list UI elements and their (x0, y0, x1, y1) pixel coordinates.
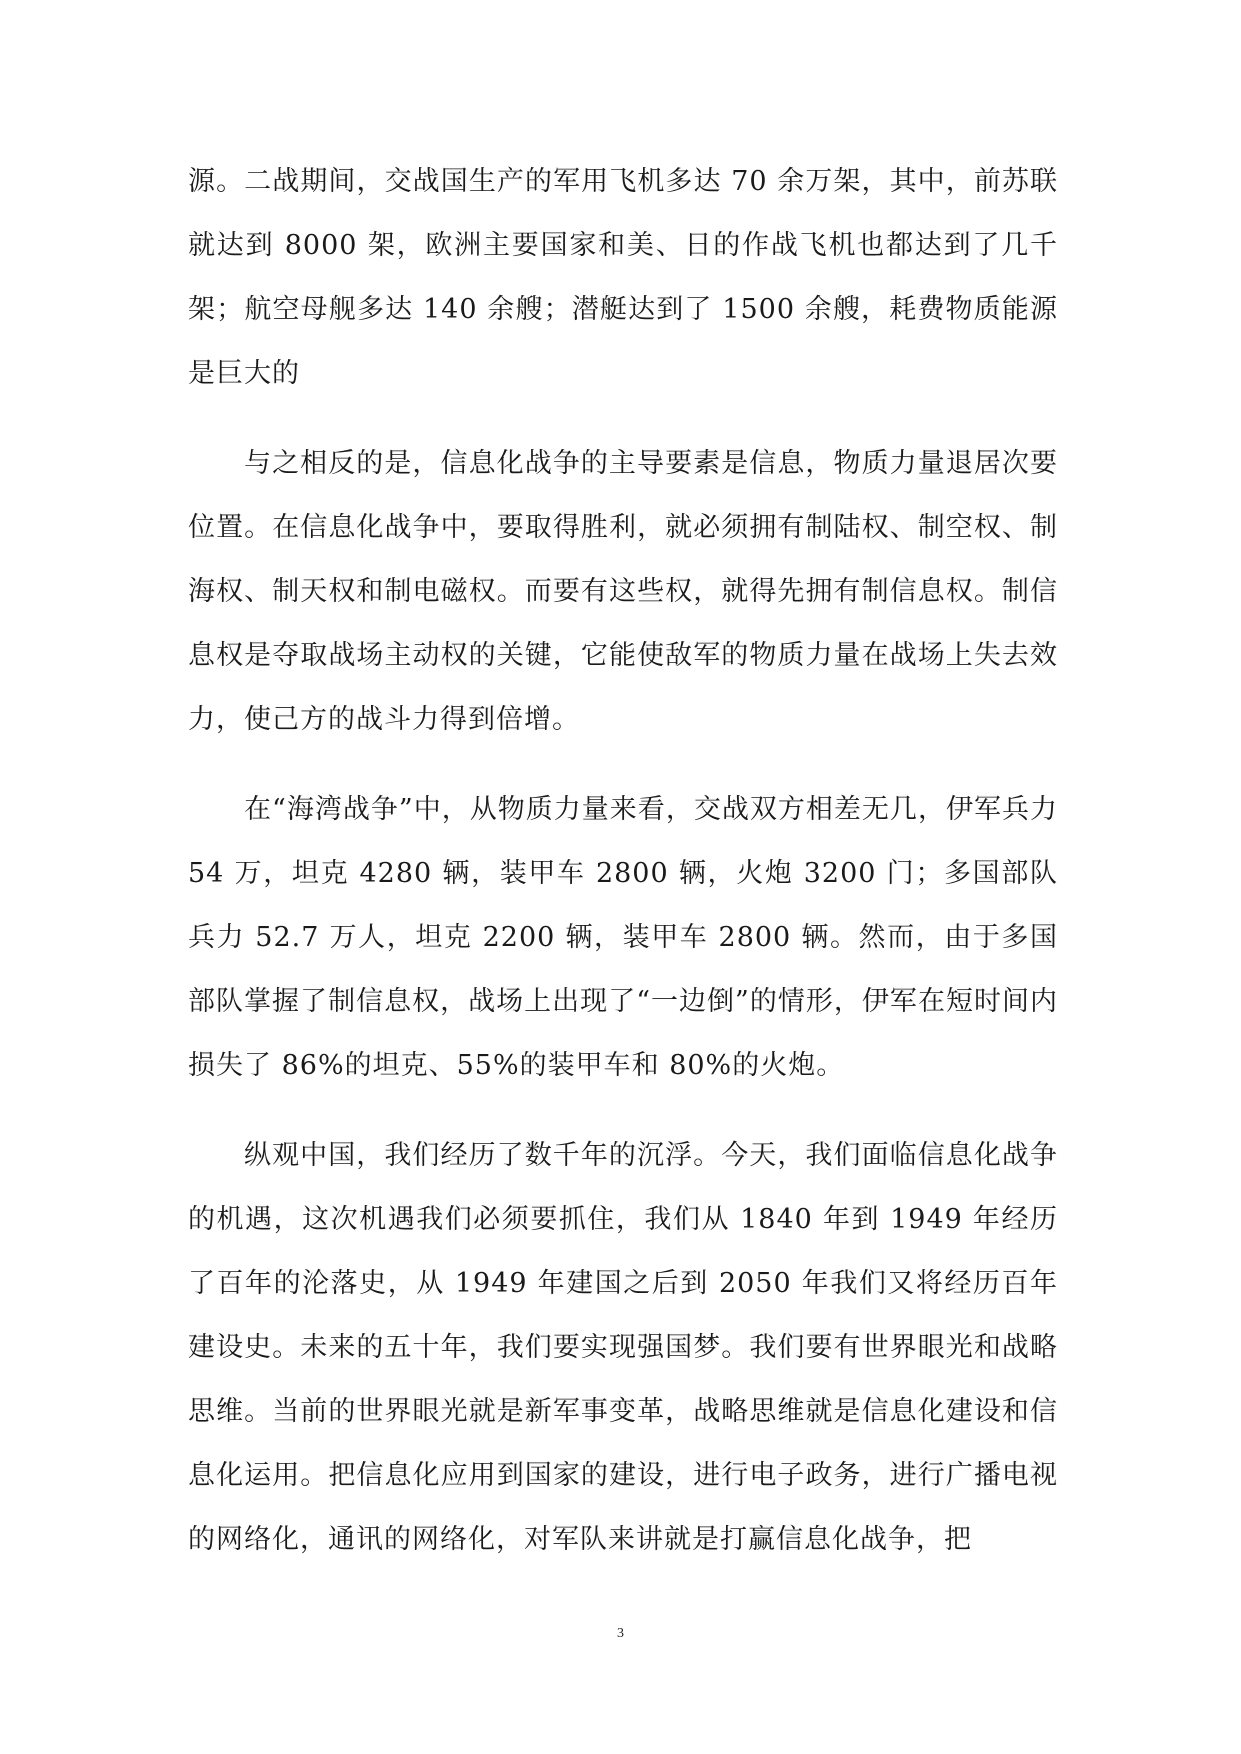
page-number: 3 (617, 1626, 624, 1641)
paragraph-1: 源。二战期间，交战国生产的军用飞机多达 70 余万架，其中，前苏联就达到 8000 架，欧洲主要国家和美、日的作战飞机也都达到了几千架；航空母舰多达 140 余艘；潜艇达到了 1500 余艘，耗费物质能源是巨大的 (188, 166, 1058, 389)
paragraph-3: 在“海湾战争”中，从物质力量来看，交战双方相差无几，伊军兵力 54 万，坦克 4280 辆，装甲车 2800 辆，火炮 3200 门；多国部队兵力 52.7 万人，坦克 2200 辆，装甲车 2800 辆。然而，由于多国部队掌握了制信息权，战场上出现了“一边倒”的情形，伊军在短时间内损失了 86%的坦克、55%的装甲车和 80%的火炮。 (188, 794, 1058, 1081)
document-body (188, 150, 1058, 1572)
paragraph-2: 与之相反的是，信息化战争的主导要素是信息，物质力量退居次要位置。在信息化战争中，要取得胜利，就必须拥有制陆权、制空权、制海权、制天权和制电磁权。而要有这些权，就得先拥有制信息权。制信息权是夺取战场主动权的关键，它能使敌军的物质力量在战场上失去效力，使己方的战斗力得到倍增。 (188, 448, 1058, 735)
paragraph-4: 纵观中国，我们经历了数千年的沉浮。今天，我们面临信息化战争的机遇，这次机遇我们必须要抓住，我们从 1840 年到 1949 年经历了百年的沦落史，从 1949 年建国之后到 2050 年我们又将经历百年建设史。未来的五十年，我们要实现强国梦。我们要有世界眼光和战略思维。当前的世界眼光就是新军事变革，战略思维就是信息化建设和信息化运用。把信息化应用到国家的建设，进行电子政务，进行广播电视的网络化，通讯的网络化，对军队来讲就是打赢信息化战争，把 (188, 1140, 1058, 1555)
